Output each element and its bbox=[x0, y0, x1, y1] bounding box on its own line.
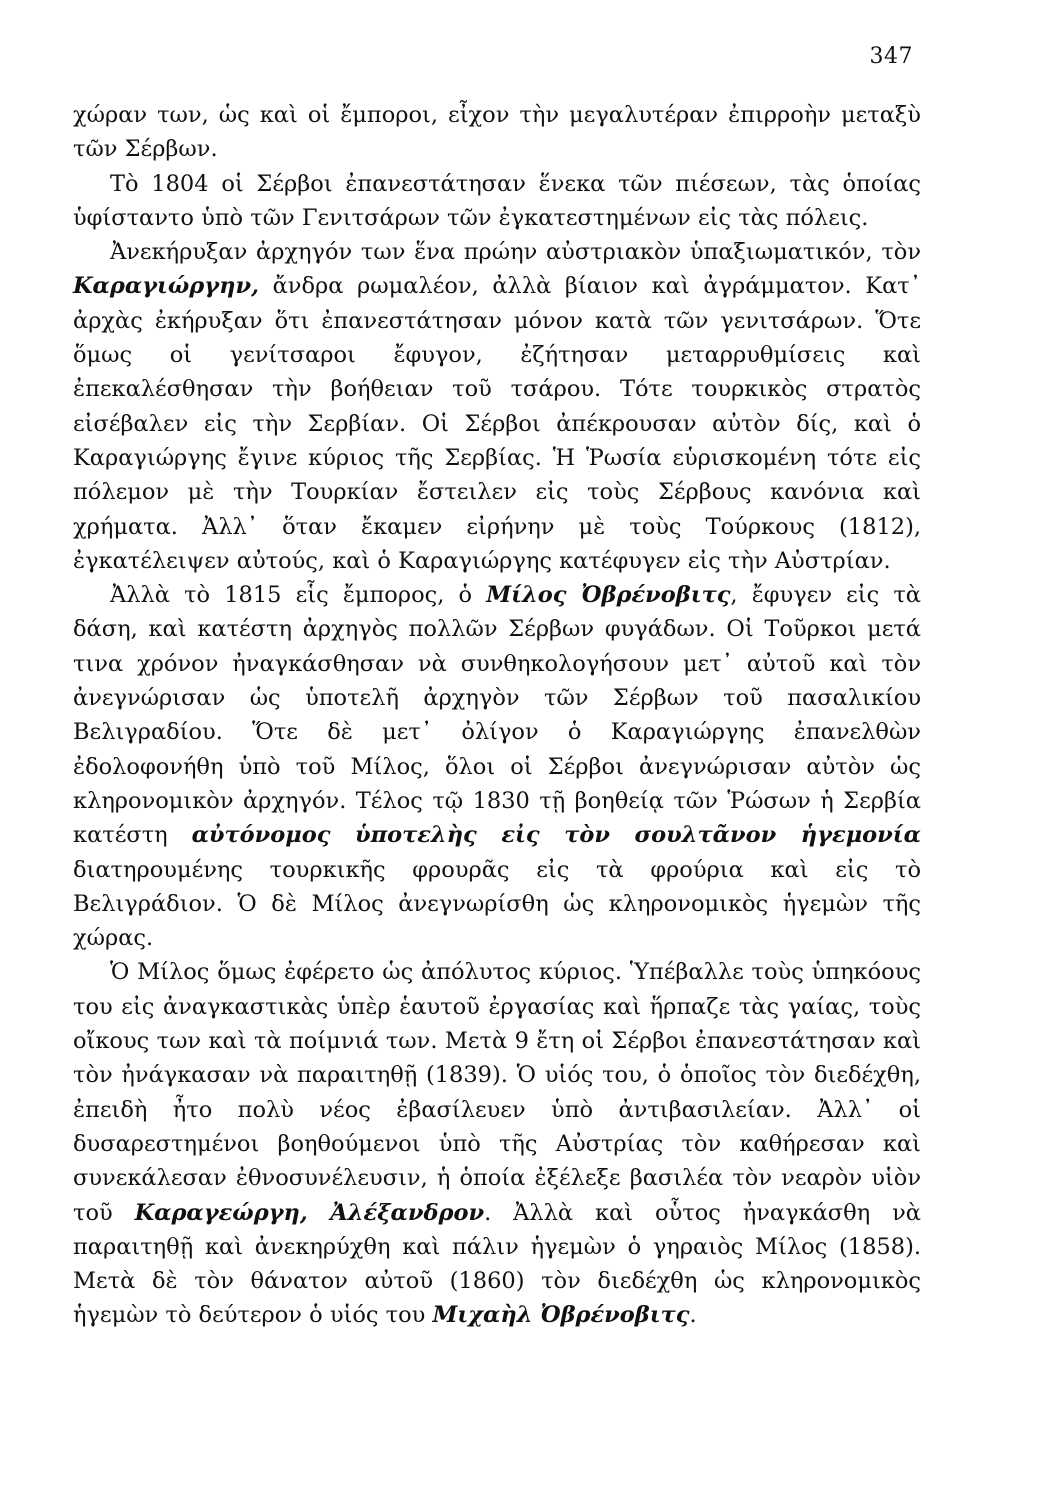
emphasized-name: Μιχαὴλ Ὀβρένοβιτς bbox=[432, 1302, 690, 1329]
text-run: διατηρουμένης τουρκικῆς φρουρᾶς εἰς τὰ φρούρια καὶ εἰς τὸ Βελιγράδιον. Ὁ δὲ Μίλος ἀνεγνωρίσθη ὡς κληρονομικὸς ἡγεμὼν τῆς χώρας. bbox=[73, 856, 921, 952]
paragraph bbox=[73, 578, 921, 955]
text-run: . bbox=[689, 1302, 697, 1329]
emphasized-name: Καραγιώργην, bbox=[73, 273, 259, 300]
text-run: ἄνδρα ρωμαλέον, ἀλλὰ βίαιον καὶ ἀγράμματον. Κατ᾽ ἀρχὰς ἐκήρυξαν ὅτι ἐπανεστάτησαν μόνον κατὰ τῶν γενιτσάρων. Ὅτε ὅμως οἱ γενίτσαροι ἔφυγον, ἐζήτησαν μεταρρυθμίσεις καὶ ἐπεκαλέσθησαν τὴν βοήθειαν τοῦ τσάρου. Τότε τουρκικὸς στρατὸς εἰσέβαλεν εἰς τὴν Σερβίαν. Οἱ Σέρβοι ἀπέκρουσαν αὐτὸν δίς, καὶ ὁ Καραγιώργης ἔγινε κύριος τῆς Σερβίας. Ἡ Ῥωσία εὑρισκομένη τότε εἰς πόλεμον μὲ τὴν Τουρκίαν ἔστειλεν εἰς τοὺς Σέρβους κανόνια καὶ χρήματα. Ἀλλ᾽ ὅταν ἔκαμεν εἰρήνην μὲ τοὺς Τούρκους (1812), ἐγκατέλειψεν αὐτούς, καὶ ὁ Καραγιώργης κατέφυγεν εἰς τὴν Αὐστρίαν. bbox=[73, 273, 921, 574]
paragraph bbox=[73, 235, 921, 578]
paragraph bbox=[73, 167, 921, 236]
text-run: Ἀλλὰ τὸ 1815 εἷς ἔμπορος, ὁ bbox=[110, 582, 487, 609]
paragraph bbox=[73, 98, 921, 167]
text-run: Ἀνεκήρυξαν ἀρχηγόν των ἕνα πρώην αὐστριακὸν ὑπαξιωματικόν, τὸν bbox=[110, 239, 921, 266]
text-run: χώραν των, ὡς καὶ οἱ ἔμποροι, εἶχον τὴν μεγαλυτέραν ἐπιρροὴν μεταξὺ τῶν Σέρβων. bbox=[73, 102, 921, 163]
text-run: Ὁ Μίλος ὅμως ἐφέρετο ὡς ἀπόλυτος κύριος. Ὑπέβαλλε τοὺς ὑπηκόους του εἰς ἀναγκαστικὰς ὑπὲρ ἑαυτοῦ ἐργασίας καὶ ἥρπαζε τὰς γαίας, τοὺς οἴκους των καὶ τὰ ποίμνιά των. Μετὰ 9 ἔτη οἱ Σέρβοι ἐπανεστάτησαν καὶ τὸν ἠνάγκασαν νὰ παραιτηθῇ (1839). Ὁ υἱός του, ὁ ὁποῖος τὸν διεδέχθη, ἐπειδὴ ἦτο πολὺ νέος ἐβασίλευεν ὑπὸ ἀντιβασιλείαν. Ἀλλ᾽ οἱ δυσαρεστημένοι βοηθούμενοι ὑπὸ τῆς Αὐστρίας τὸν καθήρεσαν καὶ συνεκάλεσαν ἐθνοσυνέλευσιν, ἡ ὁποία ἐξέλεξε βασιλέα τὸν νεαρὸν υἱὸν τοῦ bbox=[73, 959, 921, 1226]
text-run: . Ἀλλὰ καὶ οὗτος ἠναγκάσθη νὰ παραιτηθῇ καὶ ἀνεκηρύχθη καὶ πάλιν ἡγεμὼν ὁ γηραιὸς Μίλος (1858). Μετὰ δὲ τὸν θάνατον αὐτοῦ (1860) τὸν διεδέχθη ὡς κληρονομικὸς ἡγεμὼν τὸ δεύτερον ὁ υἱός του bbox=[73, 1199, 921, 1329]
emphasized-phrase: αὐτόνομος ὑποτελὴς εἰς τὸν σουλτᾶνον ἡγεμονία bbox=[191, 822, 921, 849]
body-text bbox=[73, 98, 921, 1333]
text-run: Τὸ 1804 οἱ Σέρβοι ἐπανεστάτησαν ἕνεκα τῶν πιέσεων, τὰς ὁποίας ὑφίσταντο ὑπὸ τῶν Γενιτσάρων τῶν ἐγκατεστημένων εἰς τὰς πόλεις. bbox=[73, 170, 921, 231]
emphasized-name: Μίλος Ὀβρένοβιτς bbox=[486, 582, 731, 609]
page-number: 347 bbox=[869, 44, 913, 69]
emphasized-name: Καραγεώργη, Ἀλέξανδρον bbox=[134, 1199, 485, 1226]
text-run: , ἔφυγεν εἰς τὰ δάση, καὶ κατέστη ἀρχηγὸς πολλῶν Σέρβων φυγάδων. Οἱ Τοῦρκοι μετά τινα χρόνον ἠναγκάσθησαν νὰ συνθηκολογήσουν μετ᾽ αὐτοῦ καὶ τὸν ἀνεγνώρισαν ὡς ὑποτελῆ ἀρχηγὸν τῶν Σέρβων τοῦ πασαλικίου Βελιγραδίου. Ὅτε δὲ μετ᾽ ὀλίγον ὁ Καραγιώργης ἐπανελθὼν ἐδολοφονήθη ὑπὸ τοῦ Μίλος, ὅλοι οἱ Σέρβοι ἀνεγνώρισαν αὐτὸν ὡς κληρονομικὸν ἀρχηγόν. Τέλος τῷ 1830 τῇ βοηθείᾳ τῶν Ῥώσων ἡ Σερβία κατέστη bbox=[73, 582, 921, 849]
paragraph bbox=[73, 955, 921, 1332]
